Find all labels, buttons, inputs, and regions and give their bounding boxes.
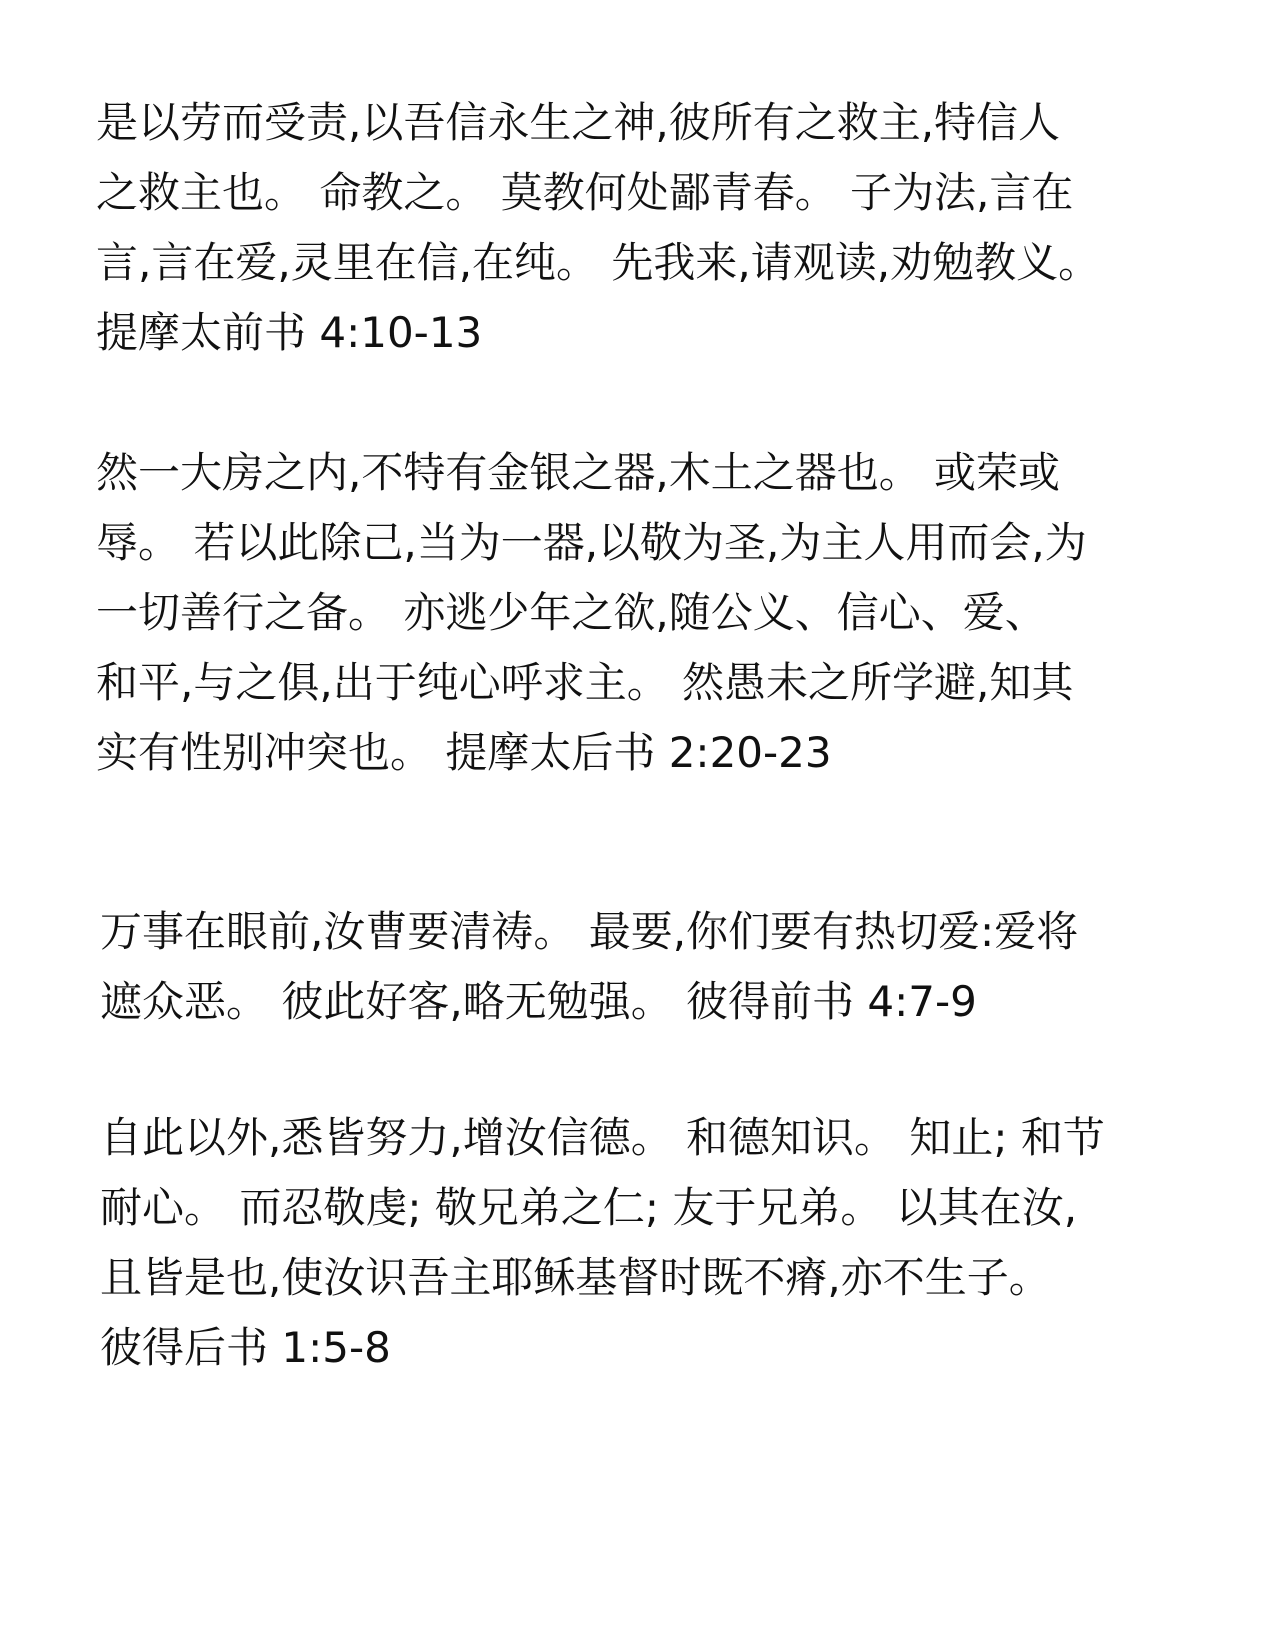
text-line: 自此以外,悉皆努力,增汝信德。 和德知识。 知止; 和节 bbox=[100, 1113, 1105, 1162]
text-line: 和平,与之俱,出于纯心呼求主。 然愚未之所学避,知其 bbox=[96, 658, 1074, 707]
text-line: 之救主也。 命教之。 莫教何处鄙青春。 子为法,言在 bbox=[96, 168, 1074, 217]
passage-1-timothy-4 bbox=[96, 88, 1100, 368]
text-line: 是以劳而受责,以吾信永生之神,彼所有之救主,特信人 bbox=[96, 98, 1061, 147]
passage-2-peter-1 bbox=[100, 1103, 1105, 1383]
verse-reference: 彼得后书 1:5-8 bbox=[100, 1323, 391, 1372]
text-line: 万事在眼前,汝曹要清祷。 最要,你们要有热切爱:爱将 bbox=[100, 907, 1079, 956]
text-line-with-reference: 遮众恶。 彼此好客,略无勉强。 彼得前书 4:7-9 bbox=[100, 977, 977, 1026]
passage-2-timothy-2 bbox=[96, 438, 1087, 788]
text-line: 且皆是也,使汝识吾主耶稣基督时既不瘠,亦不生子。 bbox=[100, 1253, 1051, 1302]
text-line: 言,言在爱,灵里在信,在纯。 先我来,请观读,劝勉教义。 bbox=[96, 238, 1101, 287]
text-line: 一切善行之备。 亦逃少年之欲,随公义、信心、爱、 bbox=[96, 588, 1047, 637]
verse-reference: 提摩太前书 4:10-13 bbox=[96, 308, 483, 357]
text-line-with-reference: 实有性别冲突也。 提摩太后书 2:20-23 bbox=[96, 728, 832, 777]
text-line: 然一大房之内,不特有金银之器,木土之器也。 或荣或 bbox=[96, 448, 1061, 497]
text-line: 耐心。 而忍敬虔; 敬兄弟之仁; 友于兄弟。 以其在汝, bbox=[100, 1183, 1078, 1232]
passage-1-peter-4 bbox=[100, 897, 1078, 1037]
text-line: 辱。 若以此除己,当为一器,以敬为圣,为主人用而会,为 bbox=[96, 518, 1087, 567]
